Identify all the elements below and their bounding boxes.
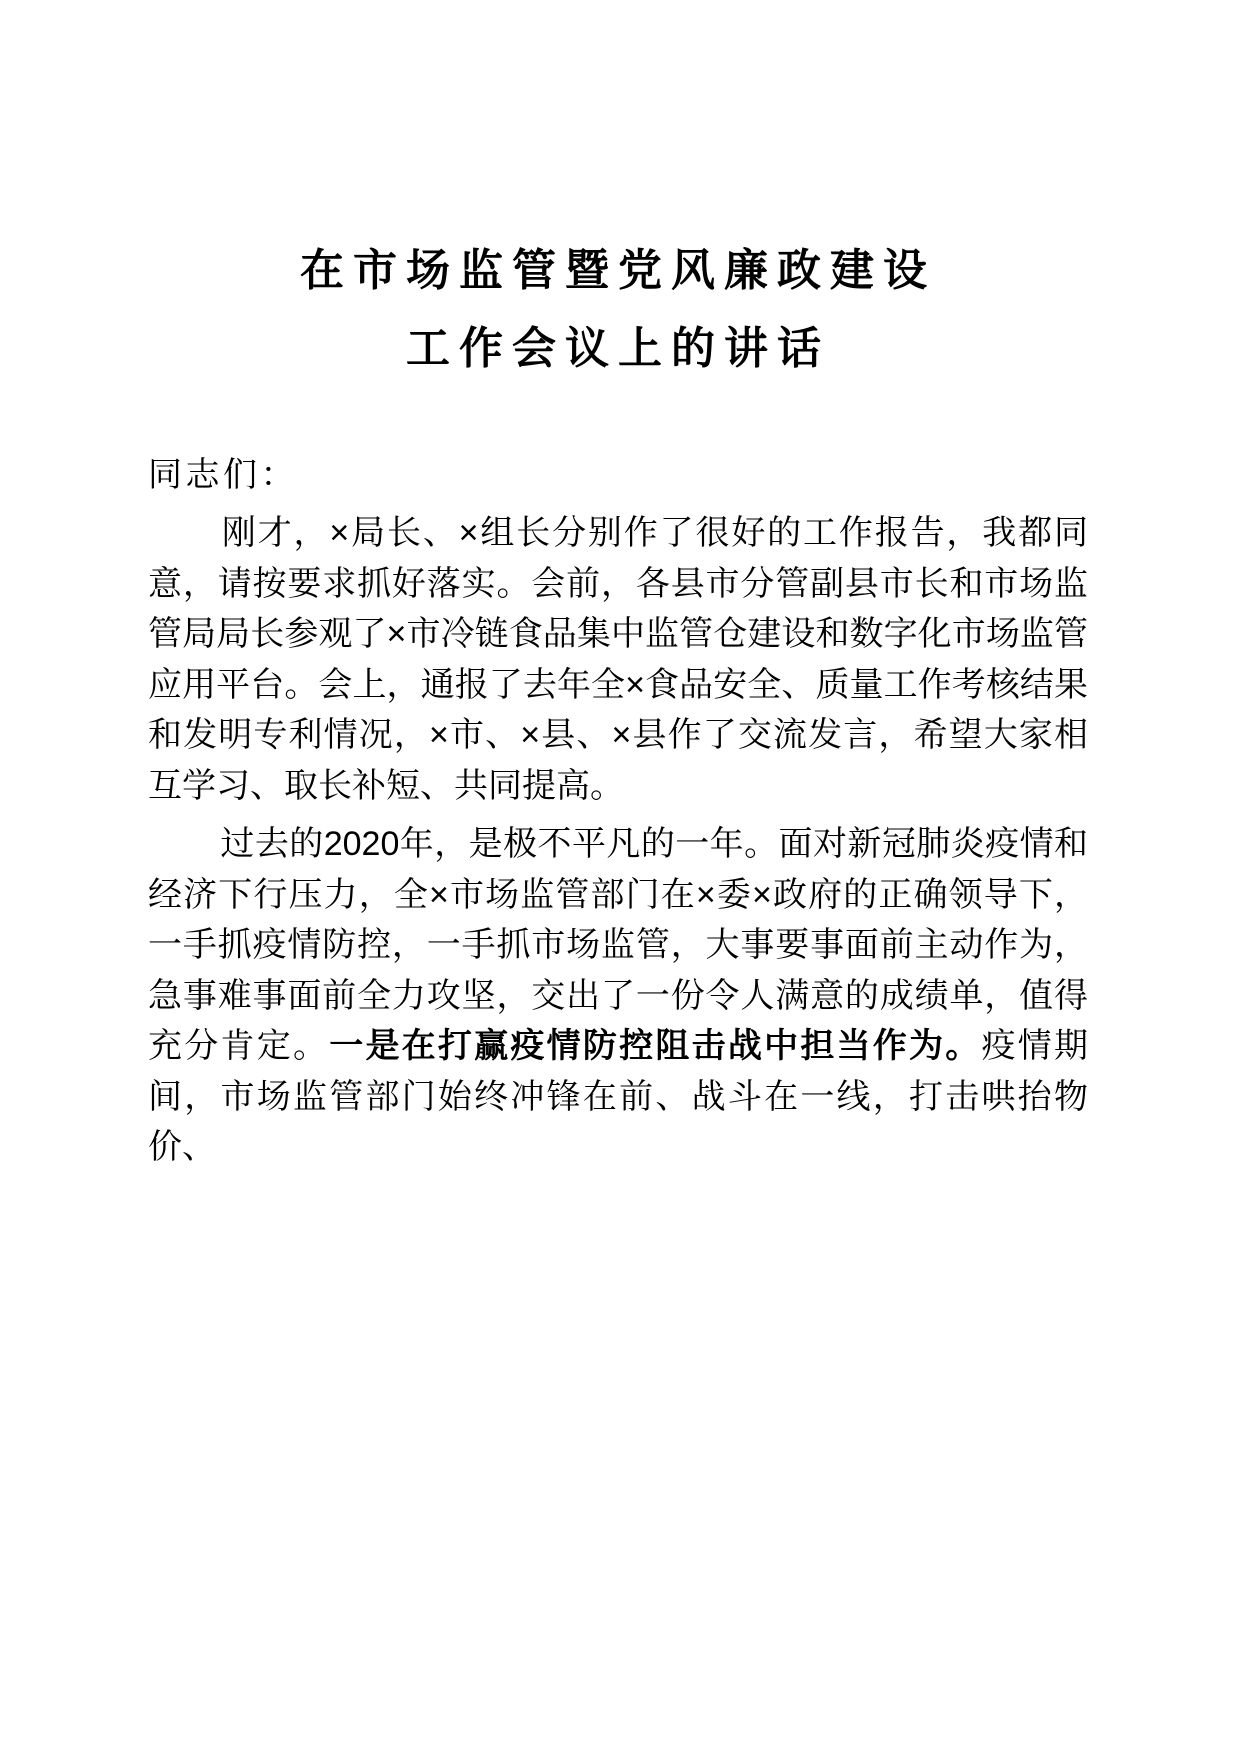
- paragraph-1-text: 刚才，×局长、×组长分别作了很好的工作报告，我都同意，请按要求抓好落实。会前，各县市分管副县市长和市场监管局局长参观了×市冷链食品集中监管仓建设和数字化市场监管应用平台。会上，通报了去年全×食品安全、质量工作考核结果和发明专利情况，×市、×县、×县作了交流发言，希望大家相互学习、取长补短、共同提高。: [148, 514, 1088, 805]
- page-title: [148, 0, 1088, 388]
- paragraph-2-text-before-bold: 过去的2020年，是极不平凡的一年。面对新冠肺炎疫情和经济下行压力，全×市场监管部门在×委×政府的正确领导下，一手抓疫情防控，一手抓市场监管，大事要事面前主动作为，急事难事面前全力攻坚，交出了一份令人满意的成绩单，值得充分肯定。: [148, 825, 1088, 1065]
- page-title-line-2: 工作会议上的讲话: [406, 323, 830, 374]
- document-content: [148, 0, 1088, 1173]
- paragraph-1: [148, 500, 1088, 811]
- paragraph-2: [148, 811, 1088, 1173]
- salutation: 同志们：: [148, 456, 298, 494]
- paragraph-2-bold-heading: 一是在打赢疫情防控阻击战中担当作为。: [329, 1027, 982, 1065]
- page-title-line-1: 在市场监管暨党风廉政建设: [300, 245, 936, 296]
- paragraph-2-text-after-bold: 疫情期间，市场监管部门始终冲锋在前、战斗在一线，打击哄抬物价、: [148, 1027, 1089, 1166]
